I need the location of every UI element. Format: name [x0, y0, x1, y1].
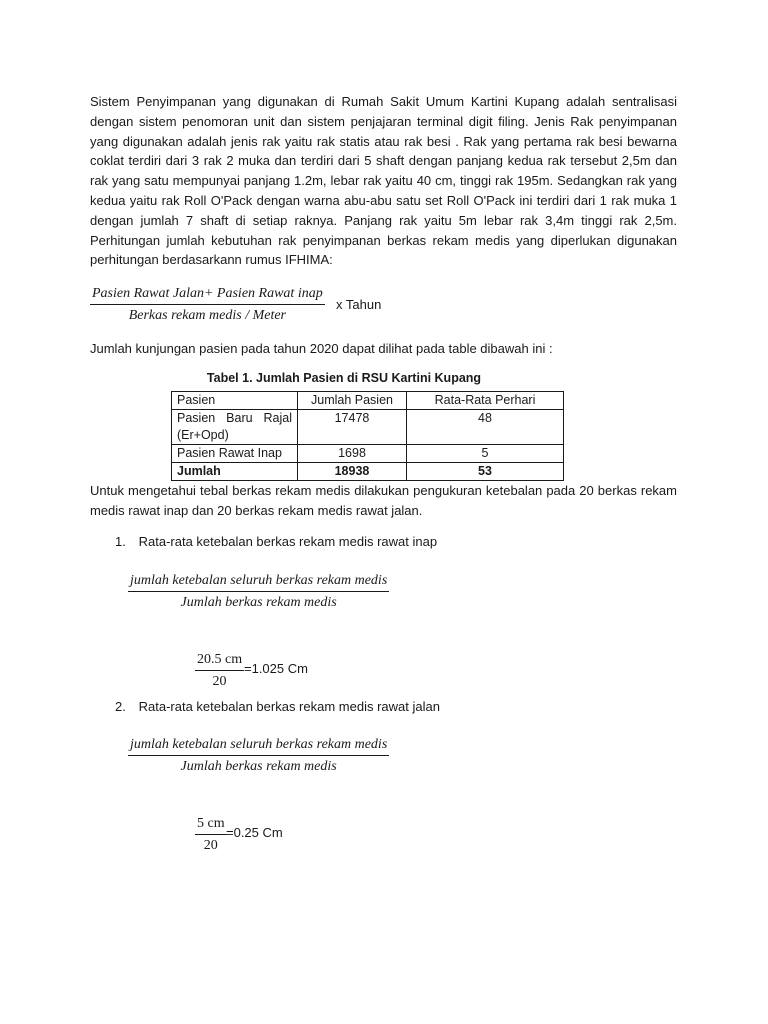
table-cell: 48	[407, 410, 564, 445]
ifhima-suffix: x Tahun	[336, 297, 382, 312]
table-cell: Pasien Rawat Inap	[172, 445, 298, 463]
patient-table	[171, 391, 564, 481]
calculation-fraction	[195, 651, 244, 690]
formula-numerator: jumlah ketebalan seluruh berkas rekam medis	[128, 572, 389, 592]
formula-numerator: jumlah ketebalan seluruh berkas rekam medis	[128, 736, 389, 756]
table-cell: 17478	[298, 410, 407, 445]
list-item-label: Rata-rata ketebalan berkas rekam medis rawat jalan	[138, 699, 440, 714]
measure-paragraph: Untuk mengetahui tebal berkas rekam medis dilakukan pengukuran ketebalan pada 20 berkas rekam medis rawat inap dan 20 berkas rekam medis rawat jalan.	[90, 483, 677, 518]
calc-denominator: 20	[212, 674, 227, 689]
formula-denominator: Jumlah berkas rekam medis	[180, 595, 337, 610]
calc-result: =0.25 Cm	[226, 825, 283, 840]
intro-paragraph: Sistem Penyimpanan yang digunakan di Rumah Sakit Umum Kartini Kupang adalah sentralisasi dengan sistem penomoran unit dan sistem penjajaran terminal digit filing. Jenis Rak penyimpanan yang digunakan adalah jenis rak yaitu rak statis atau rak besi . Rak yang pertama rak besi bewarna coklat terdiri dari 3 rak 2 muka dan terdiri dari 5 shaft dengan panjang kedua rak tersebut 2,5m dan rak yang satu mempunyai panjang 1.2m, lebar rak yaitu 40 cm, tinggi rak 195m. Sedangkan rak yang kedua yaitu rak Roll O'Pack dengan warna abu-abu satu set Roll O'Pack ini terdiri dari 1 rak muka 1 dengan jumlah 7 shaft di setiap raknya. Panjang rak yaitu 5m lebar rak 3,4m tinggi rak 2,5m. Perhitungan jumlah kebutuhan rak penyimpanan berkas rekam medis yang diperlukan digunakan perhitungan berdasarkann rumus IFHIMA:	[90, 94, 677, 268]
calc-numerator: 5 cm	[195, 815, 227, 835]
table-header-cell: Pasien	[172, 392, 298, 410]
list-item-number: 1.	[115, 534, 126, 549]
list-item-label: Rata-rata ketebalan berkas rekam medis rawat inap	[138, 534, 438, 549]
list-item	[115, 534, 437, 549]
table-cell: 5	[407, 445, 564, 463]
table-cell: 53	[407, 463, 564, 481]
table-header-cell: Jumlah Pasien	[298, 392, 407, 410]
ifhima-numerator: Pasien Rawat Jalan+ Pasien Rawat inap	[90, 285, 325, 305]
table-row	[172, 445, 564, 463]
average-formula-fraction	[128, 572, 389, 611]
calc-numerator: 20.5 cm	[195, 651, 244, 671]
formula-denominator: Jumlah berkas rekam medis	[180, 759, 337, 774]
list-item	[115, 699, 440, 714]
calc-denominator: 20	[203, 838, 218, 853]
table-cell: Jumlah	[172, 463, 298, 481]
table-caption: Tabel 1. Jumlah Pasien di RSU Kartini Kupang	[206, 371, 482, 385]
calculation-fraction	[195, 815, 227, 854]
ifhima-denominator: Berkas rekam medis / Meter	[128, 308, 287, 323]
list-item-number: 2.	[115, 699, 126, 714]
table-header-cell: Rata-Rata Perhari	[407, 392, 564, 410]
table-row	[172, 410, 564, 445]
table-total-row	[172, 463, 564, 481]
table-cell: 18938	[298, 463, 407, 481]
table-cell: Pasien Baru Rajal (Er+Opd)	[172, 410, 298, 445]
table-cell: 1698	[298, 445, 407, 463]
calc-result: =1.025 Cm	[244, 661, 308, 676]
table-header-row	[172, 392, 564, 410]
ifhima-formula-fraction	[90, 285, 325, 324]
average-formula-fraction	[128, 736, 389, 775]
visit-paragraph: Jumlah kunjungan pasien pada tahun 2020 dapat dilihat pada table dibawah ini :	[90, 341, 553, 356]
